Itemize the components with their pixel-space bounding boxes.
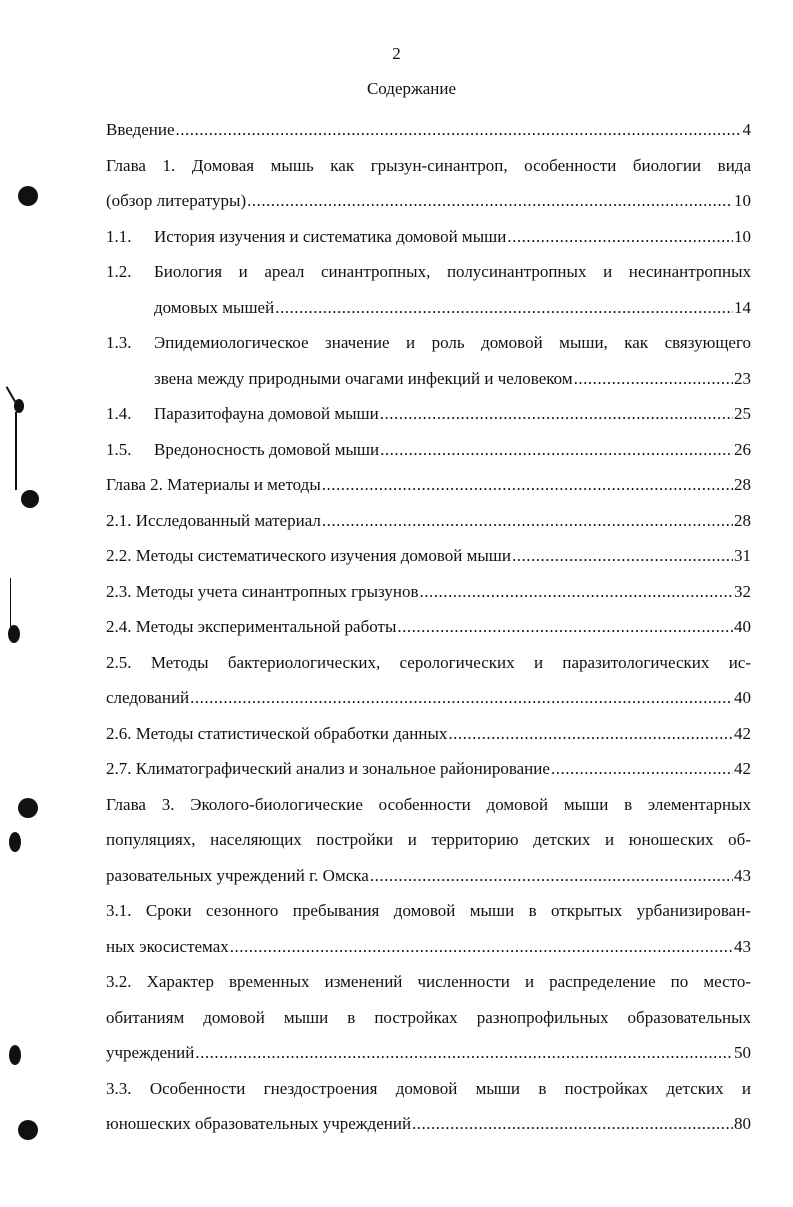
binding-hole-mark	[8, 625, 20, 643]
binding-hole-mark	[21, 490, 39, 508]
toc-entry-2-2: 2.2. Методы систематического изучения домовой мыши ..... 31	[106, 538, 751, 574]
toc-entry-2-6: 2.6. Методы статистической обработки данных ..... 42	[106, 716, 751, 752]
toc-entry-2-7: 2.7. Климатографический анализ и зональное районирование ..... 42	[106, 751, 751, 787]
toc-entry-3-3: 3.3. Особенности гнездостроения домовой мыши в постройках детских и	[106, 1078, 751, 1098]
table-of-contents	[106, 112, 751, 1142]
toc-entry-chapter-3: Глава 3. Эколого-биологические особенности домовой мыши в элементарных	[106, 794, 751, 814]
toc-entry-1-5: 1.5. Вредоносность домовой мыши ..... 26	[106, 432, 751, 468]
toc-entry-3-1-cont: ных экосистемах ..... 43	[106, 929, 751, 965]
toc-entry-2-5: 2.5. Методы бактериологических, серологических и паразитологических ис-	[106, 652, 751, 672]
toc-entry-chapter-1: Глава 1. Домовая мышь как грызун-синантроп, особенности биологии вида	[106, 155, 751, 175]
toc-entry-1-3-cont: звена между природными очагами инфекций и человеком ..... 23	[106, 361, 751, 397]
toc-entry-3-2-end: учреждений ..... 50	[106, 1035, 751, 1071]
page-number: 2	[392, 44, 401, 63]
toc-entry-chapter-3-cont: популяциях, населяющих постройки и территорию детских и юношеских об-	[106, 830, 751, 849]
toc-entry-3-2: 3.2. Характер временных изменений численности и распределение по место-	[106, 972, 751, 991]
toc-entry-1-1: 1.1. История изучения и систематика домовой мыши ..... 10	[106, 219, 751, 255]
toc-entry-3-1: 3.1. Сроки сезонного пребывания домовой мыши в открытых урбанизирован-	[106, 901, 751, 920]
toc-entry-1-2-cont: домовых мышей ..... 14	[106, 290, 751, 326]
toc-entry-1-2: 1.2. Биология и ареал синантропных, полусинантропных и несинантропных	[106, 262, 751, 281]
binding-hole-mark	[18, 186, 38, 206]
toc-entry-2-3: 2.3. Методы учета синантропных грызунов ..... 32	[106, 574, 751, 610]
toc-entry-chapter-3-end: разовательных учреждений г. Омска ..... 43	[106, 858, 751, 894]
toc-entry-1-4: 1.4. Паразитофауна домовой мыши ..... 25	[106, 396, 751, 432]
toc-entry-2-1: 2.1. Исследованный материал ..... 28	[106, 503, 751, 539]
toc-entry-3-3-cont: юношеских образовательных учреждений ..... 80	[106, 1106, 751, 1142]
binding-hole-mark	[9, 832, 21, 852]
toc-entry-3-2-cont: обитаниям домовой мыши в постройках разнопрофильных образовательных	[106, 1007, 751, 1027]
binding-hole-mark	[9, 1045, 21, 1065]
page-title: Содержание	[366, 79, 457, 98]
binding-hole-mark	[18, 1120, 38, 1140]
toc-entry-1-3: 1.3. Эпидемиологическое значение и роль домовой мыши, как связующего	[106, 333, 751, 352]
toc-entry-2-5-cont: следований ..... 40	[106, 680, 751, 716]
toc-entry-2-4: 2.4. Методы экспериментальной работы ..... 40	[106, 609, 751, 645]
toc-entry-chapter-1-cont: (обзор литературы) ..... 10	[106, 183, 751, 219]
binding-hole-mark	[18, 798, 38, 818]
binding-hole-mark	[15, 412, 17, 490]
binding-hole-mark	[10, 578, 11, 630]
toc-entry-chapter-2: Глава 2. Материалы и методы ..... 28	[106, 467, 751, 503]
binding-hole-mark	[14, 399, 24, 413]
toc-entry-introduction: Введение ..... 4	[106, 112, 751, 148]
